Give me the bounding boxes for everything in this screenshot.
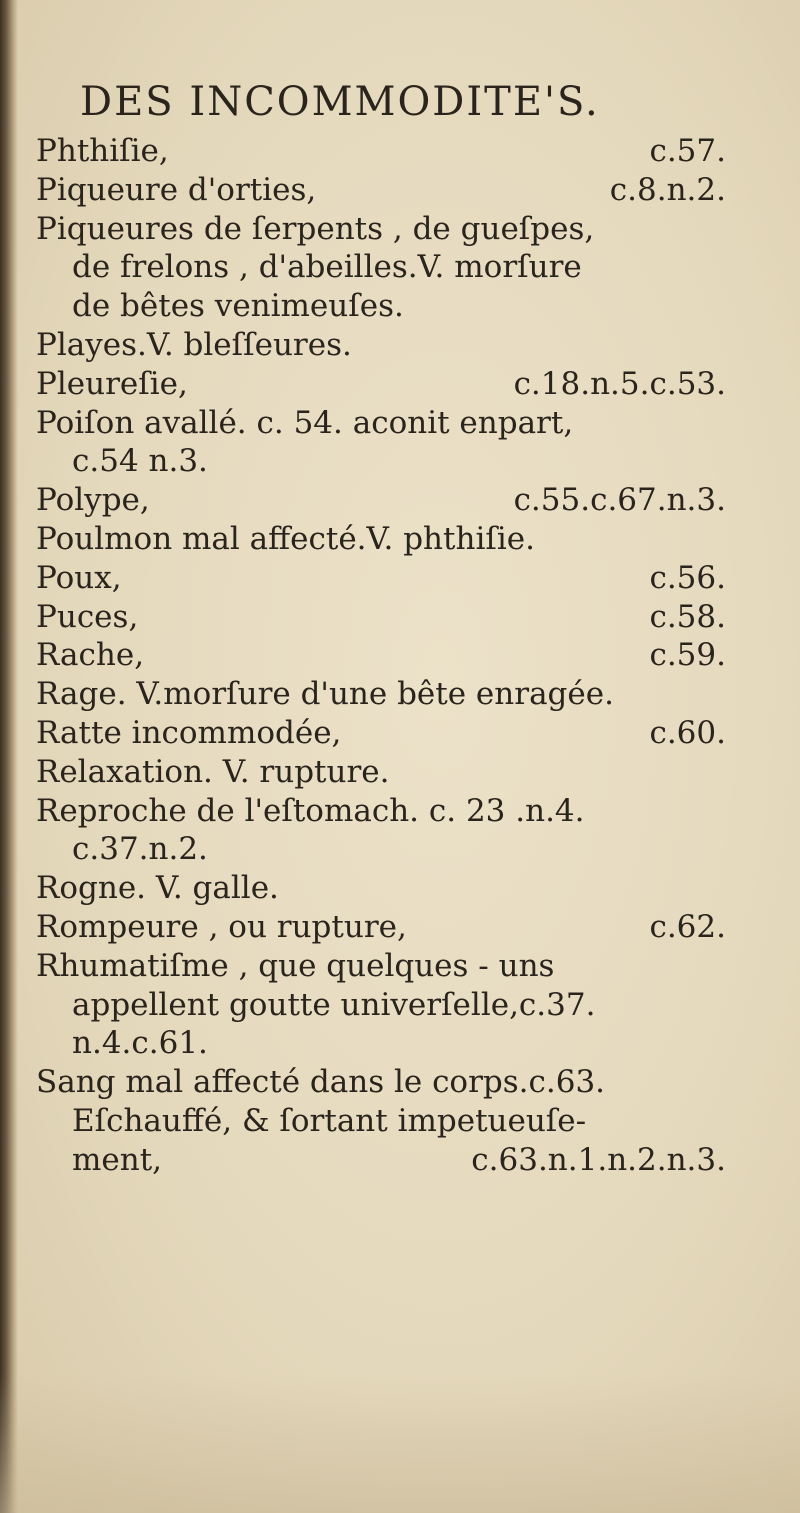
- entry-text: Sang mal affecté dans le corps.c.63.: [36, 1064, 606, 1101]
- entry-text: ment,: [72, 1141, 163, 1178]
- index-entry-continuation: [36, 830, 726, 869]
- chapter-reference: c.63.n.1.n.2.n.3.: [471, 1141, 726, 1178]
- entry-text: Puces,: [36, 598, 139, 635]
- index-entry: [36, 365, 726, 404]
- index-entry: [36, 636, 726, 675]
- chapter-reference: c.57.: [649, 133, 726, 169]
- index-entry: [36, 869, 726, 908]
- entry-text: c.54 n.3.: [72, 443, 208, 480]
- entry-text: c.37.n.2.: [72, 831, 208, 868]
- chapter-reference: c.18.n.5.c.53.: [513, 365, 726, 402]
- index-entry-continuation: [36, 1102, 726, 1141]
- chapter-reference: c.8.n.2.: [609, 171, 726, 208]
- entry-text: appellent goutte univerſelle,c.37.: [72, 986, 596, 1023]
- entry-text: Playes.V. bleſſeures.: [36, 326, 352, 363]
- chapter-reference: c.60.: [649, 714, 726, 751]
- entry-text: de bêtes venimeuſes.: [72, 288, 404, 325]
- entry-text: Poulmon mal affecté.V. phthiſie.: [36, 520, 535, 557]
- index-entry: [36, 792, 726, 831]
- index-entry: [36, 481, 726, 520]
- entry-text: Piqueures de ſerpents , de gueſpes,: [36, 210, 595, 247]
- entry-text: Poux,: [36, 559, 122, 596]
- entry-text: Rogne. V. galle.: [36, 870, 279, 907]
- index-entry: [36, 714, 726, 753]
- index-entry: [36, 1063, 726, 1102]
- entry-text: Rage. V.morſure d'une bête enragée.: [36, 676, 614, 713]
- index-entry: [36, 675, 726, 714]
- index-entry: [36, 559, 726, 598]
- entry-text: Piqueure d'orties,: [36, 171, 317, 208]
- entry-text: Relaxation. V. rupture.: [36, 753, 390, 790]
- entry-text: de frelons , d'abeilles.V. morſure: [72, 249, 582, 286]
- index-entries: [36, 132, 726, 1180]
- entry-text: Pleureſie,: [36, 365, 188, 402]
- index-entry: [36, 132, 726, 171]
- index-entry: [36, 753, 726, 792]
- index-entry: [36, 210, 726, 249]
- chapter-reference: c.55.c.67.n.3.: [513, 482, 726, 519]
- index-entry-continuation: [36, 442, 726, 481]
- chapter-reference: c.62.: [649, 908, 726, 945]
- page-header: DES INCOMMODITE'S.: [80, 79, 600, 125]
- index-entry: [36, 598, 726, 637]
- chapter-reference: c.56.: [649, 559, 726, 596]
- page-shadow: [0, 1373, 800, 1513]
- chapter-reference: c.58.: [649, 598, 726, 635]
- entry-text: n.4.c.61.: [72, 1025, 208, 1062]
- index-entry-continuation: [36, 1024, 726, 1063]
- index-entry: [36, 520, 726, 559]
- index-entry: [36, 908, 726, 947]
- index-entry: [36, 947, 726, 986]
- index-entry-continuation: [36, 248, 726, 287]
- index-entry-continuation: [36, 986, 726, 1025]
- index-entry: [36, 326, 726, 365]
- entry-text: Ratte incommodée,: [36, 714, 342, 751]
- entry-text: Rhumatiſme , que quelques - uns: [36, 947, 555, 984]
- index-entry-continuation: [36, 287, 726, 326]
- entry-text: Rache,: [36, 637, 145, 674]
- index-entry: [36, 171, 726, 210]
- entry-text: Phthiſie,: [36, 133, 169, 169]
- binding-edge: [0, 0, 18, 1513]
- index-entry: [36, 404, 726, 443]
- entry-text: Polype,: [36, 482, 150, 519]
- entry-text: Eſchauffé, & ſortant impetueuſe-: [72, 1102, 587, 1139]
- entry-text: Reproche de l'eſtomach. c. 23 .n.4.: [36, 792, 585, 829]
- entry-text: Rompeure , ou rupture,: [36, 908, 407, 945]
- index-entry-continuation: [36, 1141, 726, 1180]
- chapter-reference: c.59.: [649, 637, 726, 674]
- entry-text: Poiſon avallé. c. 54. aconit enpart,: [36, 404, 574, 441]
